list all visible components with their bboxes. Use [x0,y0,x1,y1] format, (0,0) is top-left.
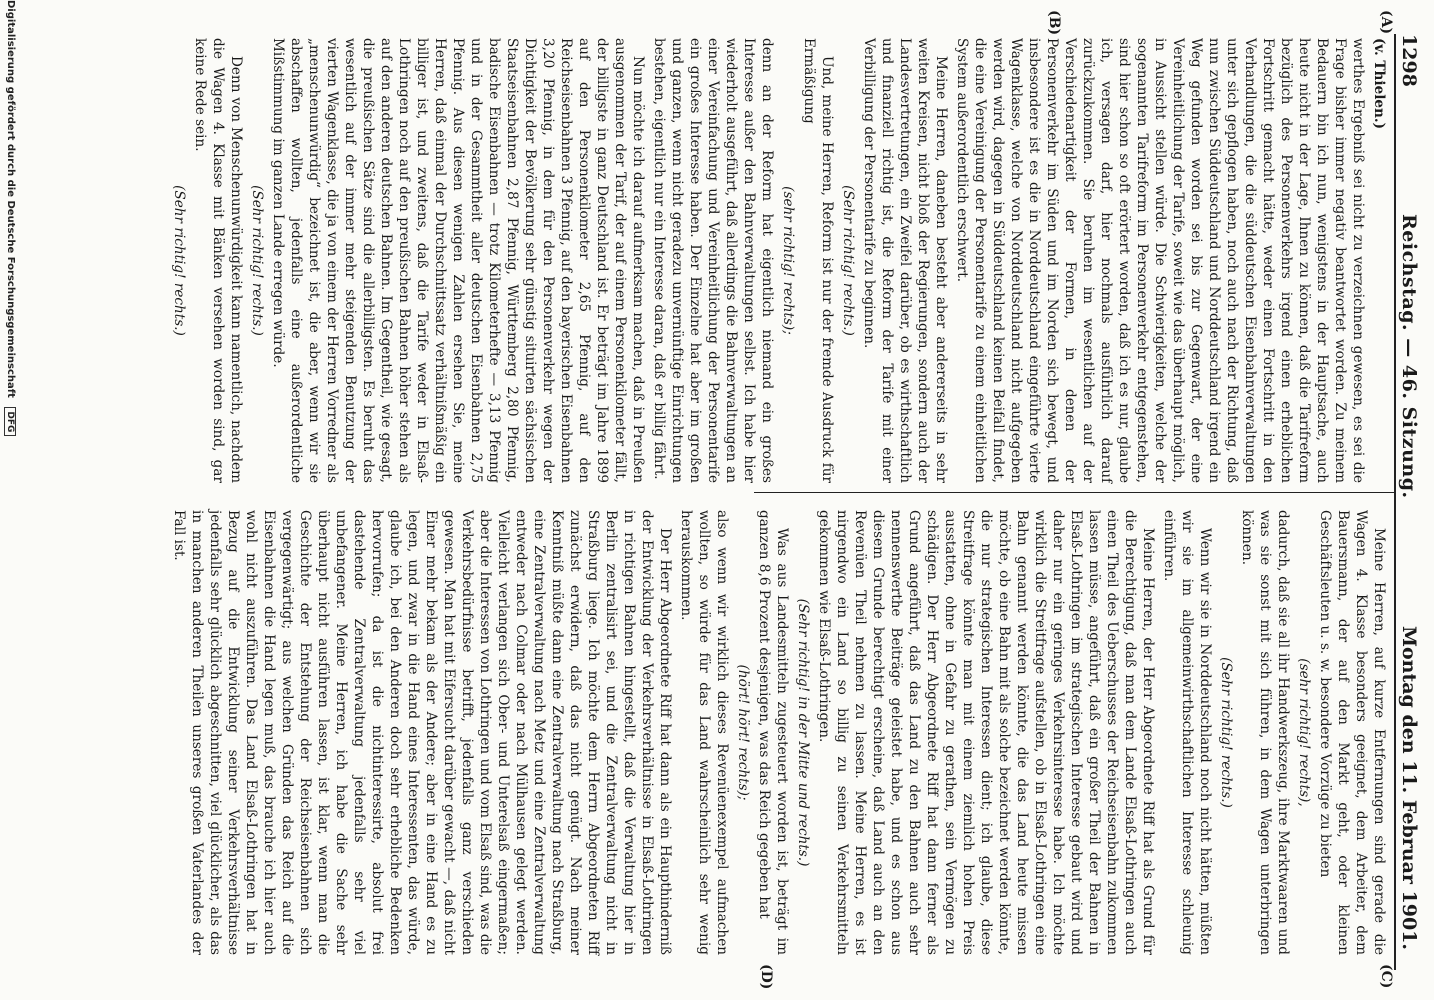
paragraph: Meine Herren, daneben besteht aber andererseits in sehr weiten Kreisen, nicht bloß der Regierungen, sondern auch der Landesvertretungen, ein Zweifel darüber, ob es wirthschaftlich und finanziell richtig ist, die Reform der Tarife mit einer Verbilligung der Personentarife zu beginnen. [861,38,949,483]
paragraph: werthes Ergebniß sei nicht zu verzeichnen gewesen, es sei die Frage bisher immer negativ beantwortet worden. Zu meinem Bedauern bin ich nun, wenigstens in der Hauptsache, auch heute nicht in der Lage, Ihnen zu können, daß die Tarifreform bezüglich des Personenverkehrs irgend einen erheblichen Fortschritt gemacht hätte, weder einen Fortschritt in den Verhandlungen, die die süddeutschen Eisenbahnverwaltungen unter sich gepflogen haben, noch auch nach der Richtung, daß nun zwischen Süddeutschland und Norddeutschland irgend ein Weg gefunden worden sei bis zur Gegenwart, der eine Vereinheitlichung der Tarife, soweit wie das überhaupt möglich, in Aussicht stellen würde. Die Schwierigkeiten, welche der sogenannten Tarifreform im Personenverkehr entgegenstehen, sind hier schon so oft erörtert worden, daß ich es nur, glaube ich, versagen darf, hier nochmals ausführlich darauf zurückzukommen. Sie beruhen im wesentlichen auf der Verschiedenartigkeit der Formen, in denen der Personenverkehr im Süden und im Norden sich bewegt, und insbesondere ist es die in Norddeutschland eingeführte vierte Wagenklasse, welche von Norddeutschland nicht aufgegeben werden wird, dagegen in Süddeutschland keinen Beifall findet, die eine Vereinigung der Personentarife zu einem einheitlichen System außerordentlich erschwert. [954,38,1366,483]
digitization-footer [0,0,16,1000]
session-date: Montag den 11. Februar 1901. [1398,625,1420,950]
dfg-logo: DFG [4,407,16,436]
paragraph: Meine Herren, der Herr Abgeordnete Riff hat als Grund für die Berechtigung, daß man dem Lande Elsaß-Lothringen auch einen Theil des Ueberschusses der Reichseisenbahn zukommen lassen müsse, angeführt, daß ein großer Theil der Bahnen in Elsaß-Lothringen im strategischen Interesse gebaut wird und daher nur ein geringes Verkehrsinteresse habe. Ich möchte wirklich die Streitfrage aufstellen, ob in Elsaß-Lothringen eine Bahn genannt werden könnte, die das Land heute missen möchte, ob eine Bahn mit als solche bezeichnet werden könnte, die nur strategischen Interessen dient; ich glaube, diese Streitfrage könnte man mit einem ziemlich hohen Preis ausstatten, ohne in Gefahr zu gerathen, sein Vermögen zu schädigen. Der Herr Abgeordnete Riff hat dann ferner als Grund angeführt, daß das Land zu den Bahnen auch sehr nennenswerthe Beiträge geleistet habe, und es schon aus diesem Grunde berechtigt erscheine, daß Land auch an den Revenüen Theil nehmen zu lassen. Meine Herren, es ist nirgendwo ein Land so billig zu seinen Verkehrsmitteln gekommen wie Elsaß-Lothringen. [816,510,1156,955]
left-column [167,38,1388,483]
speaker-label: (v. Thielen.) [1371,38,1387,130]
paragraph: also wenn wir wirklich dieses Revenüenexempel aufmachen wollten, so würde für das Land wahrscheinlich sehr wenig herauskommen. [678,510,730,955]
paragraph: Und, meine Herren, Reform ist nur der fremde Ausdruck für Ermäßigung [801,38,835,483]
interjection: (Sehr richtig! rechts.) [171,185,187,336]
interjection: (Sehr richtig! rechts.) [249,185,265,336]
paragraph: Der Herr Abgeordnete Riff hat dann als ein Haupthinderniß der Entwicklung der Verkehrsverhältnisse in Elsaß-Lothringen in richtigen Bahnen hingestellt, daß die Verwaltung hier in Berlin zentralisirt sei, und die Zentralverwaltung nicht in Straßburg liege. Ich möchte dem Herrn Abgeordneten Riff zunächst erwidern, daß das nicht genügt. Nach meiner Kenntniß müßte dann eine Zentralverwaltung nach Straßburg, eine Zentralverwaltung nach Metz und eine Zentralverwaltung entweder nach Colmar oder nach Mülhausen gelegt werden. Vielleicht verlangen sich Ober- und Unterelsaß eingermaßen; aber die Interessen von Lothringen und vom Elsaß sind, was die Verkehrsbedürfnisse betrifft, jedenfalls ganz verschieden gewesen. Man hat mit Eifersucht darüber gewacht —, daß nicht Einer mehr bekam als der Andere; aber in eine Hand es zu legen, und zwar in die Hand eines Interessenten, das würde, glaube ich, bei den Anderen doch sehr erhebliche Bedenken hervorrufen; da ist die nichtinteressirte, absolut frei dastehende Zentralverwaltung jedenfalls sehr viel unbefangener. Meine Herren, ich habe die Sache sehr überhaupt nicht ausführen lassen, ist klar, wenn man die Geschichte der Entstehung der Reichseisenbahnen sich vergegenwärtigt; aus welchen Gründen das Reich auf die Eisenbahnen die Hand legen muß, das brauche ich hier auch wohl nicht auszuführen. Das Land Elsaß-Lothringen hat in Bezug auf die Entwicklung seiner Verkehrsverhältnisse jedenfalls sehr glücklich abgeschnitten, viel glücklicher, als das in manchen anderen Theilen unseres großen Vaterlandes der Fall ist. [171,510,673,955]
paragraph: Meine Herren, auf kurze Entfernungen sind gerade die Wagen 4. Klasse besonders geeignet, dem Arbeiter, dem Bauersmann, der auf den Markt geht, oder kleinen Geschäftsleuten u. s. w. besondere Vorzüge zu bieten [1317,510,1387,955]
paragraph: dadurch, daß sie all ihr Handwerkszeug, ihre Marktwaaren und was sie sonst mit sich führen, in dem Wagen unterbringen können. [1239,510,1291,955]
interjection: (Sehr richtig! rechts.) [840,185,856,336]
paragraph: Denn von Menschenunwürdigkeit kann namentlich, nachdem die Wagen 4. Klasse mit Bänken versehen worden sind, gar keine Rede sein. [192,38,244,483]
interjection: (Sehr richtig! rechts.) [1218,657,1234,808]
paragraph: Nun möchte ich darauf aufmerksam machen, daß in Preußen ausgenommen der Tarif, der auf einem Personenkilometer fällt, der billigste in ganz Deutschland ist. Er beträgt im Jahre 1899 auf den Personenkilometer 2,65 Pfennig, auf den Reichseisenbahnen 3 Pfennig, auf den bayerischen Eisenbahnen 3,20 Pfennig, in dem für den Personenverkehr wegen der Dichtigkeit der Bevölkerung sehr günstig situirten sächsischen Staatseisenbahnen 2,87 Pfennig, Württemberg 2,80 Pfennig, badische Eisenbahnen — trotz Kilometerhefte — 3,13 Pfennig und in der Gesammtheit aller deutschen Eisenbahnen 2,75 Pfennig. Aus diesen wenigen Zahlen ersehen Sie, meine Herren, daß einmal der Durchschnittssatz verhältnißmäßig ein billiger ist, und zweitens, daß die Tarife weder in Elsaß-Lothringen noch auf den preußischen Bahnen höher stehen als auf den anderen deutschen Bahnen. Im Gegentheil, wie gesagt, die preußischen Sätze sind die allerbilligsten. Es beruht das wesentlich auf der immer mehr steigenden Benutzung der vierten Wagenklasse, die ja von einem der Herren Vorredner als „menschenunwürdig“ bezeichnet ist, die aber, wenn wir sie abschaffen wollten, jedenfalls eine außerordentliche Mißstimmung im ganzen Lande erregen würde. [270,38,646,484]
footer-text: Digitalisierung gefördert durch die Deutsche Forschungsgemeinschaft [5,0,16,398]
margin-marker-a: (A) [1378,10,1394,35]
page-number: 1298 [1398,34,1420,87]
paragraph: Wenn wir sie in Norddeutschland noch nicht hätten, müßten wir sie im allgemeinwirthschaftlichen Interesse schleunig einführen. [1161,510,1213,955]
margin-marker-b: (B) [1046,10,1062,36]
paragraph: Was aus Landesmitteln zugesteuert worden ist, beträgt im ganzen 8,6 Prozent desjenigen, was das Reich gegeben hat [756,510,790,955]
page-header [1394,34,1424,980]
header-rule [1394,34,1396,970]
column-divider [754,492,1394,493]
running-title: Reichstag. — 46. Sitzung. [1398,214,1420,499]
margin-marker-d: (D) [758,964,774,990]
paragraph: denn an der Reform hat eigentlich niemand ein großes Interesse außer den Bahnverwaltungen selbst. Ich habe hier wiederholt ausgeführt, daß allerdings die Bahnverwaltungen an einer Vereinfachung und Vereinheitlichung der Personentarife ein großes Interesse haben. Der Einzelne hat aber im großen und ganzen, wenn nicht geradezu unvernünftige Einrichtungen bestehen, eigentlich nur ein Interesse daran, daß er billig fährt. [651,38,775,483]
interjection: (Sehr richtig! in der Mitte und rechts.) [795,598,811,867]
interjection: (sehr richtig! rechts); [780,186,796,335]
interjection: (hört! hört! rechts); [735,664,751,801]
margin-marker-c: (C) [1378,964,1394,989]
right-column [167,510,1388,955]
interjection: (sehr richtig! rechts), [1296,658,1312,807]
